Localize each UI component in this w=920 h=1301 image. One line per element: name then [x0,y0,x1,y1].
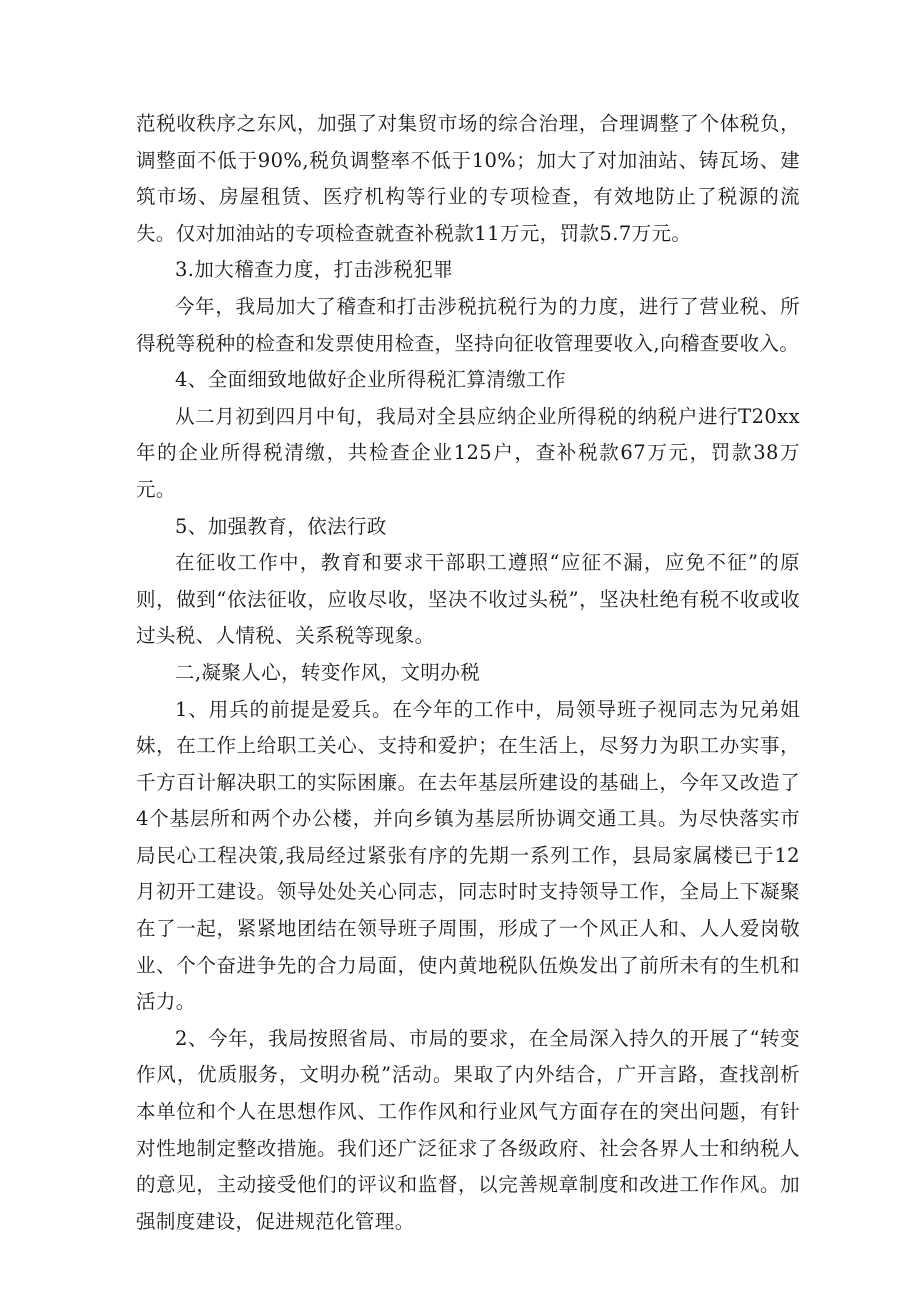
section-heading: 4、全面细致地做好企业所得税汇算清缴工作 [175,368,566,392]
section-heading: 3.加大稽查力度，打击涉税犯罪 [175,258,454,282]
paragraph: 2、今年，我局按照省局、市局的要求，在全局深入持久的开展了“转变作风，优质服务，文明办税”活动。果取了内外结合，广开言路，查找剖析本单位和个人在思想作风、工作作风和行业风气方面存在的突出问题，有针对性地制定整改措施。我们还广泛征求了各级政府、社会各界人士和纳税人的意见，主动接受他们的评议和监督，以完善规章制度和改进工作作风。加强制度建设，促进规范化管理。 [136,1026,800,1233]
section-heading: 5、加强教育，依法行政 [175,514,387,538]
paragraph: 1、用兵的前提是爱兵。在今年的工作中，局领导班子视同志为兄弟姐妹，在工作上给职工关心、支持和爱护；在生活上，尽努力为职工办实事，千方百计解决职工的实际困廉。在去年基层所建设的基础上，今年又改造了4个基层所和两个办公楼，并向乡镇为基层所协调交通工具。为尽快落实市局民心工程决策,我局经过紧张有序的先期一系列工作，县局家属楼已于12月初开工建设。领导处处关心同志，同志时时支持领导工作，全局上下凝聚在了一起，紧紧地团结在领导班子周围，形成了一个风正人和、人人爱岗敬业、个个奋进争先的合力局面，使内黄地税队伍焕发出了前所未有的生机和活力。 [136,697,800,1014]
paragraph: 今年，我局加大了稽查和打击涉税抗税行为的力度，进行了营业税、所得税等税种的检查和发票使用检查，坚持向征收管理要收入,向稽查要收入。 [136,294,800,355]
section-heading: 二,凝聚人心，转变作风，文明办税 [175,660,481,684]
paragraph: 从二月初到四月中旬，我局对全县应纳企业所得税的纳税户进行T20xx年的企业所得税清缴，共检查企业125户，查补税款67万元，罚款38万元。 [136,404,800,501]
document-body [136,106,800,1240]
paragraph: 在征收工作中，教育和要求干部职工遵照“应征不漏，应免不征”的原则，做到“依法征收，应收尽收，坚决不收过头税”，坚决杜绝有税不收或收过头税、人情税、关系税等现象。 [136,551,800,648]
paragraph: 范税收秩序之东风，加强了对集贸市场的综合治理，合理调整了个体税负，调整面不低于90%,税负调整率不低于10%；加大了对加油站、铸瓦场、建筑市场、房屋租赁、医疗机构等行业的专项检查，有效地防止了税源的流失。仅对加油站的专项检查就查补税款11万元，罚款5.7万元。 [136,112,800,245]
